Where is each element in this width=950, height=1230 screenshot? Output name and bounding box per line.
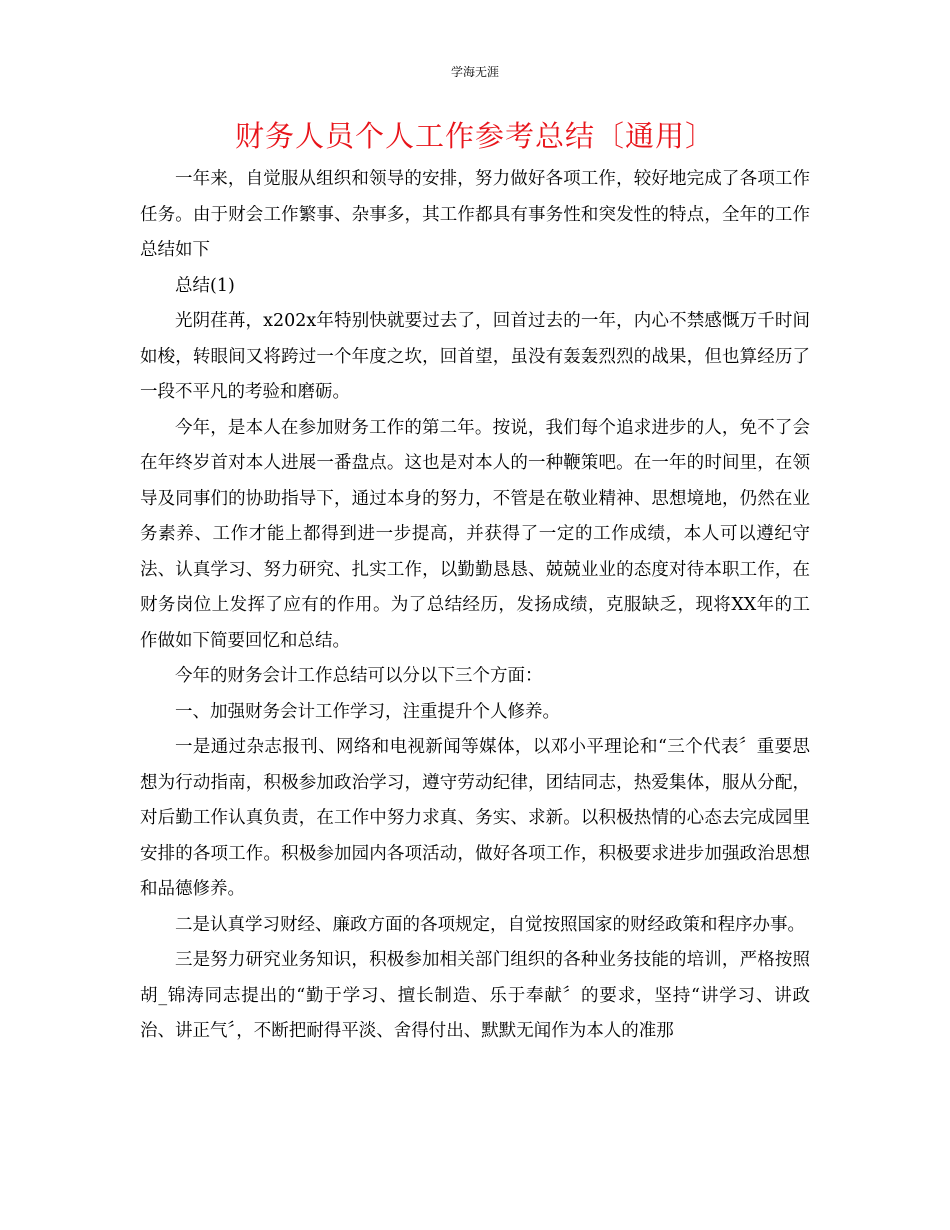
paragraph-intro: 一年来，自觉服从组织和领导的安排，努力做好各项工作，较好地完成了各项工作任务。由于财会工作繁事、杂事多，其工作都具有事务性和突发性的特点，全年的工作总结如下 — [140, 169, 810, 260]
document-body — [140, 162, 810, 1050]
paragraph-section-heading: 总结(1) — [175, 275, 235, 296]
paragraph-point-two: 二是认真学习财经、廉政方面的各项规定，自觉按照国家的财经政策和程序办事。 — [175, 914, 805, 935]
paragraph-three-aspects: 今年的财务会计工作总结可以分以下三个方面： — [175, 666, 543, 686]
paragraph-second-year: 今年，是本人在参加财务工作的第二年。按说，我们每个追求进步的人，免不了会在年终岁首对本人进展一番盘点。这也是对本人的一种鞭策吧。在一年的时间里，在领导及同事们的协助指导下，通过本身的努力，不管是在敬业精神、思想境地，仍然在业务素养、工作才能上都得到进一步提高，并获得了一定的工作成绩，本人可以遵纪守法、认真学习、努力研究、扎实工作，以勤勤恳恳、兢兢业业的态度对待本职工作，在财务岗位上发挥了应有的作用。为了总结经历，发扬成绩，克服缺乏，现将XX年的工作做如下简要回忆和总结。 — [140, 417, 810, 651]
paragraph-time-passing: 光阴荏苒，x202x年特别快就要过去了，回首过去的一年，内心不禁感慨万千时间如梭，转眼间又将跨过一个年度之坎，回首望，虽没有轰轰烈烈的战果，但也算经历了一段不平凡的考验和磨砺。 — [140, 311, 810, 402]
document-title: 财务人员个人工作参考总结〔通用〕 — [234, 119, 715, 153]
paragraph-heading-one: 一、加强财务会计工作学习，注重提升个人修养。 — [175, 701, 560, 722]
page-header: 学海无涯 — [450, 65, 499, 79]
paragraph-point-three: 三是努力研究业务知识，积极参加相关部门组织的各种业务技能的培训，严格按照胡_锦涛同志提出的“勤于学习、擅长制造、乐于奉献〞的要求，坚持“讲学习、讲政治、讲正气〞，不断把耐得平淡、舍得付出、默默无闻作为本人的准那 — [140, 950, 810, 1041]
paragraph-point-one: 一是通过杂志报刊、网络和电视新闻等媒体，以邓小平理论和“三个代表〞重要思想为行动指南，积极参加政治学习，遵守劳动纪律，团结同志，热爱集体，服从分配，对后勤工作认真负责，在工作中努力求真、务实、求新。以积极热情的心态去完成园里安排的各项工作。积极参加园内各项活动，做好各项工作，积极要求进步加强政治思想和品德修养。 — [140, 737, 810, 899]
